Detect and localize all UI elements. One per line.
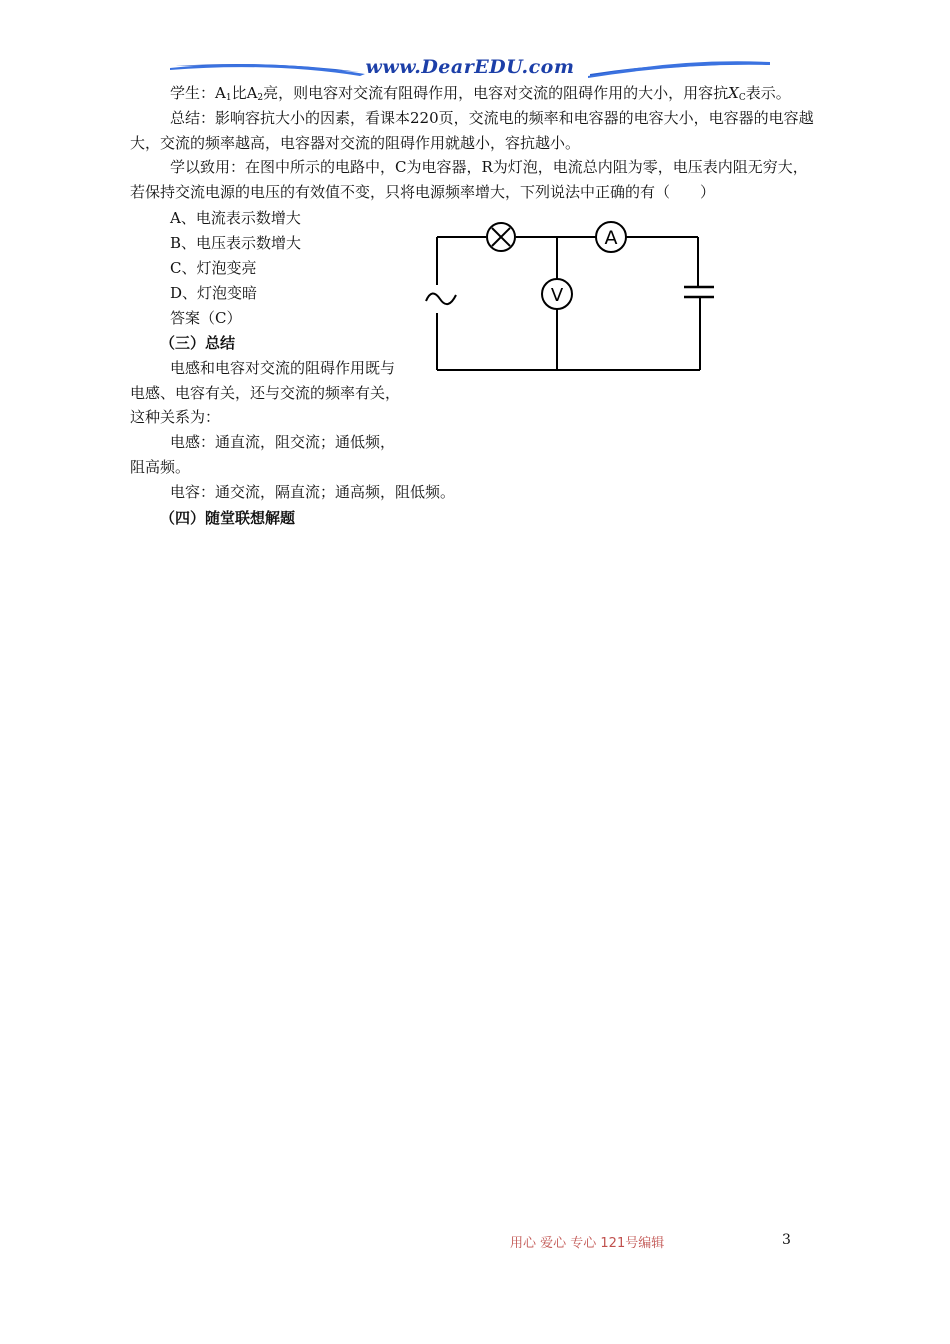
- option-d: D、灯泡变暗: [170, 284, 258, 302]
- page-number: 3: [782, 1232, 791, 1248]
- ammeter-icon: [596, 222, 626, 252]
- option-a: A、电流表示数增大: [170, 209, 301, 227]
- paragraph-capacitor: 电容：通交流，隔直流；通高频，阻低频。: [170, 483, 456, 501]
- section-4-heading: （四）随堂联想解题: [160, 509, 296, 527]
- footer-text: 用心 爱心 专心 121号编辑: [510, 1236, 665, 1251]
- paragraph-question: 学以致用：在图中所示的电路中，C为电容器，R为灯泡，电流总内阻为零，电压表内阻无穷大，若保持交流电源的电压的有效值不变，只将电源频率增大，下列说法中正确的有（ ）: [130, 158, 808, 201]
- lamp-icon: [487, 223, 515, 251]
- capacitor-icon: [684, 287, 714, 297]
- ac-source-icon: [426, 293, 456, 304]
- paragraph-inductor: 电感：通直流，阻交流；通低频，阻高频。: [130, 433, 396, 476]
- site-logo-text[interactable]: www.DearEDU.com: [365, 56, 575, 78]
- section-3-heading: （三）总结: [160, 334, 236, 352]
- header-banner: [170, 54, 770, 84]
- circuit-diagram: [420, 215, 725, 380]
- paragraph-relation: 电感和电容对交流的阻碍作用既与电感、电容有关，还与交流的频率有关，这种关系为：: [130, 359, 401, 426]
- option-b: B、电压表示数增大: [170, 234, 302, 252]
- paragraph-student: 学生：$A_1$比$A_2$亮，则电容对交流有阻碍作用，电容对交流的阻碍作用的大小，用容抗$X_C$表示。: [170, 84, 791, 103]
- option-c: C、灯泡变亮: [170, 259, 257, 277]
- ammeter-label: A: [604, 227, 618, 249]
- paragraph-summary: 总结：影响容抗大小的因素，看课本220页，交流电的频率和电容器的电容大小，电容器的电容越大，交流的频率越高，电容器对交流的阻碍作用就越小，容抗越小。: [130, 109, 814, 152]
- voltmeter-label: V: [550, 285, 564, 306]
- answer-text: 答案（C）: [170, 309, 242, 327]
- voltmeter-icon: [542, 279, 572, 309]
